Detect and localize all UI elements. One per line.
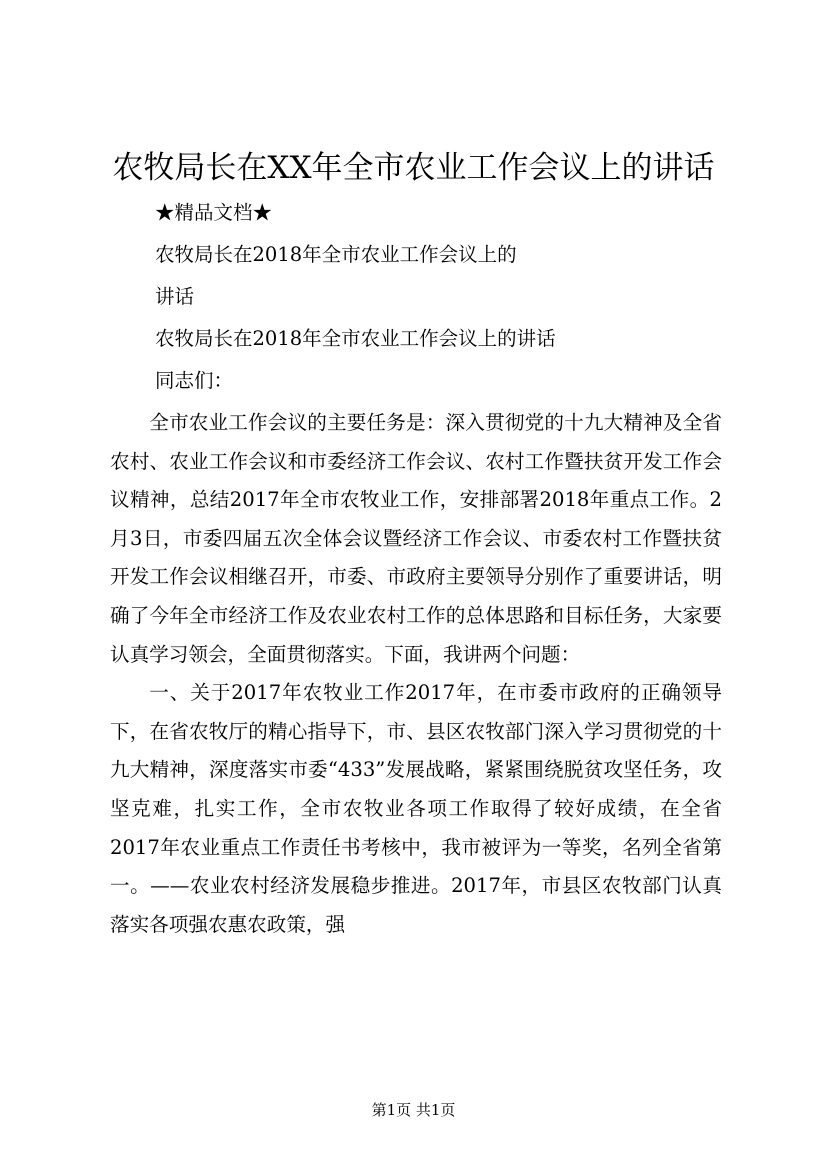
subtitle-line-1: 农牧局长在2018年全市农业工作会议上的 xyxy=(155,243,517,266)
document-title: 农牧局长在XX年全市农业工作会议上的讲话 xyxy=(112,150,715,186)
page-footer: 第1页 共1页 xyxy=(371,1101,456,1119)
document-tag: ★精品文档★ xyxy=(155,201,273,224)
subtitle-full: 农牧局长在2018年全市农业工作会议上的讲话 xyxy=(155,327,556,350)
subtitle-line-2: 讲话 xyxy=(155,285,195,308)
salutation: 同志们： xyxy=(155,369,234,392)
paragraph-1: 全市农业工作会议的主要任务是：深入贯彻党的十九大精神及全省农村、农业工作会议和市委经济工作会议、农村工作暨扶贫开发工作会议精神，总结2017年全市农牧业工作，安排部署2018年重点工作。2月3日，市委四届五次全体会议暨经济工作会议、市委农村工作暨扶贫开发工作会议相继召开，市委、市政府主要领导分别作了重要讲话，明确了今年全市经济工作及农业农村工作的总体思路和目标任务，大家要认真学习领会，全面贯彻落实。下面，我讲两个问题： xyxy=(110,411,722,666)
paragraph-2: 一、关于2017年农牧业工作2017年，在市委市政府的正确领导下，在省农牧厅的精心指导下，市、县区农牧部门深入学习贯彻党的十九大精神，深度落实市委“433”发展战略，紧紧围绕脱贫攻坚任务，攻坚克难，扎实工作，全市农牧业各项工作取得了较好成绩，在全省2017年农业重点工作责任书考核中，我市被评为一等奖，名列全省第一。——农业农村经济发展稳步推进。2017年，市县区农牧部门认真落实各项强农惠农政策，强 xyxy=(110,681,722,936)
document-body xyxy=(110,404,722,944)
